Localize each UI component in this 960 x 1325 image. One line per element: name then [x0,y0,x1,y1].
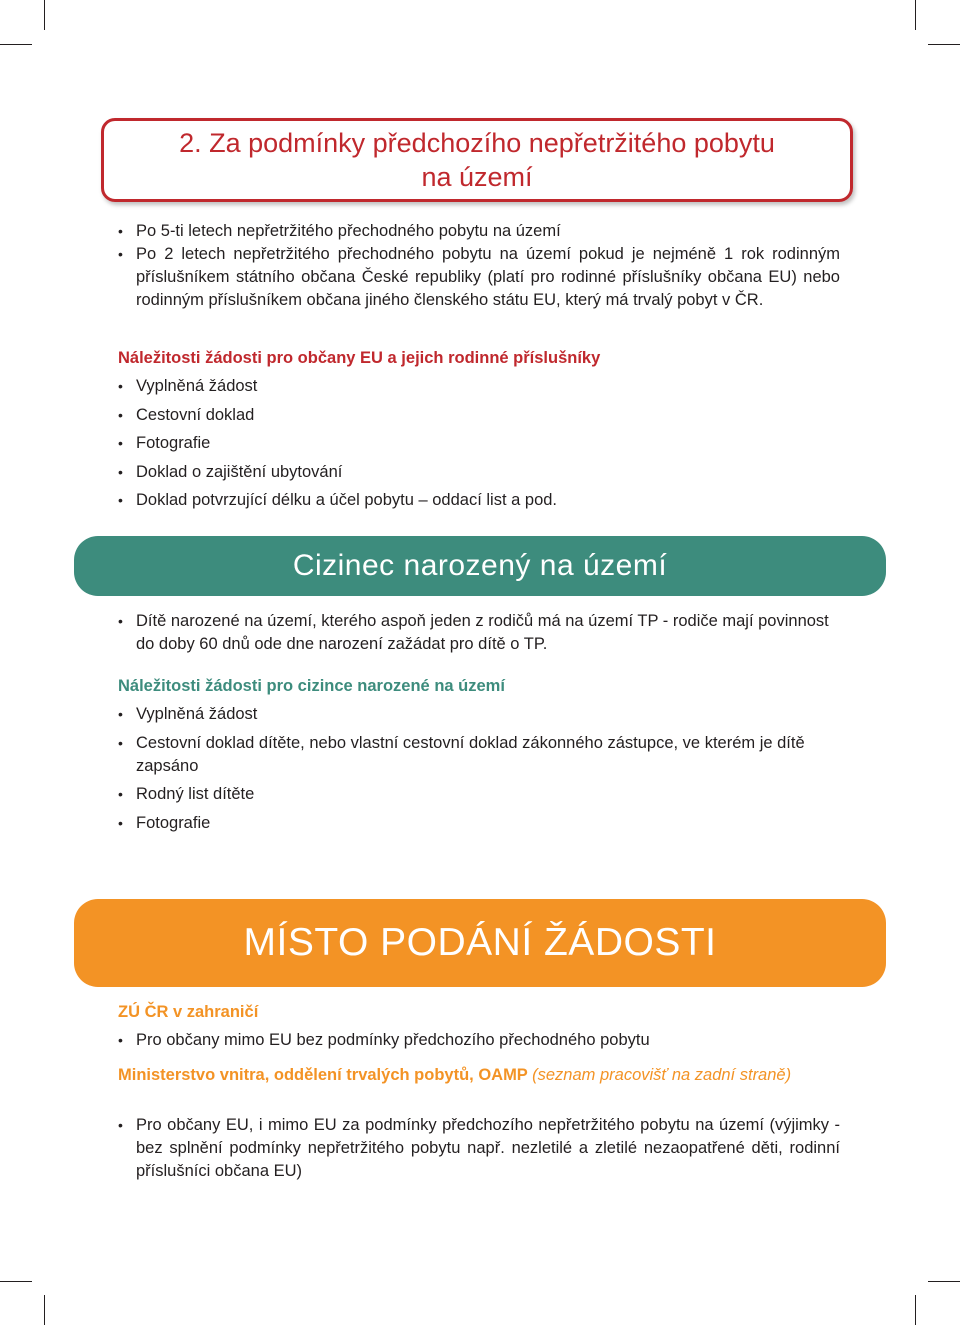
list-item: • Rodný list dítěte [118,783,840,806]
list-item: • Pro občany EU, i mimo EU za podmínky předchozího nepřetržitého pobytu na území (výjimky - bez splnění podmínky nepřetržitého pobytu např. nezletilé a zletilé nezaopatřené děti, rodinní příslušníci občana EU) [118,1114,840,1183]
crop-mark [928,1281,960,1282]
crop-mark [915,1295,916,1325]
list-item: • Cestovní doklad dítěte, nebo vlastní cestovní doklad zákonného zástupce, ve kterém je dítě zapsáno [118,732,840,778]
requirements-heading-born: Náležitosti žádosti pro cizince narozené na území [118,677,505,695]
list-item: • Fotografie [118,432,840,455]
list-item: • Vyplněná žádost [118,703,840,726]
section-banner-orange [74,899,886,987]
ministry-note: (seznam pracovišť na zadní straně) [532,1066,792,1084]
crop-mark [928,44,960,45]
section-title-line1: 2. Za podmínky předchozího nepřetržitého pobytu [179,128,775,158]
list-item: • Po 5-ti letech nepřetržitého přechodného pobytu na území [118,220,840,243]
list-item: • Doklad o zajištění ubytování [118,461,840,484]
section-title [179,126,775,194]
requirements-list-born [118,703,840,840]
ministry-heading-text: Ministerstvo vnitra, oddělení trvalých pobytů, OAMP [118,1066,528,1084]
section-title-line2: na území [421,162,533,192]
list-item: • Pro občany mimo EU bez podmínky předchozího přechodného pobytu [118,1029,840,1052]
section-banner-title: MÍSTO PODÁNÍ ŽÁDOSTI [243,921,717,964]
section-banner-title: Cizinec narozený na území [292,549,668,582]
crop-mark [44,0,45,30]
embassy-list [118,1029,840,1052]
ministry-list [118,1114,840,1183]
crop-mark [915,0,916,30]
requirements-heading-eu: Náležitosti žádosti pro občany EU a jejich rodinné příslušníky [118,349,601,367]
list-item: • Vyplněná žádost [118,375,840,398]
intro-list [118,220,840,312]
requirements-list-eu [118,375,840,518]
crop-mark [0,1281,32,1282]
crop-mark [44,1295,45,1325]
embassy-heading: ZÚ ČR v zahraničí [118,1003,259,1021]
list-item: • Fotografie [118,812,840,835]
list-item: • Dítě narozené na území, kterého aspoň jeden z rodičů má na území TP - rodiče mají povinnost do doby 60 dnů ode dne narození zažádat pro dítě o TP. [118,610,840,656]
list-item: • Cestovní doklad [118,404,840,427]
section-title-box [101,118,853,202]
born-intro-list [118,610,840,656]
ministry-heading [118,1064,840,1087]
crop-mark [0,44,32,45]
section-banner-green [74,536,886,596]
list-item: • Po 2 letech nepřetržitého přechodného pobytu na území pokud je nejméně 1 rok rodinným příslušníkem státního občana České republiky (platí pro rodinné příslušníky občana EU) nebo rodinným příslušníkem občana jiného členského státu EU, který má trvalý pobyt v ČR. [118,243,840,312]
list-item: • Doklad potvrzující délku a účel pobytu – oddací list a pod. [118,489,840,512]
